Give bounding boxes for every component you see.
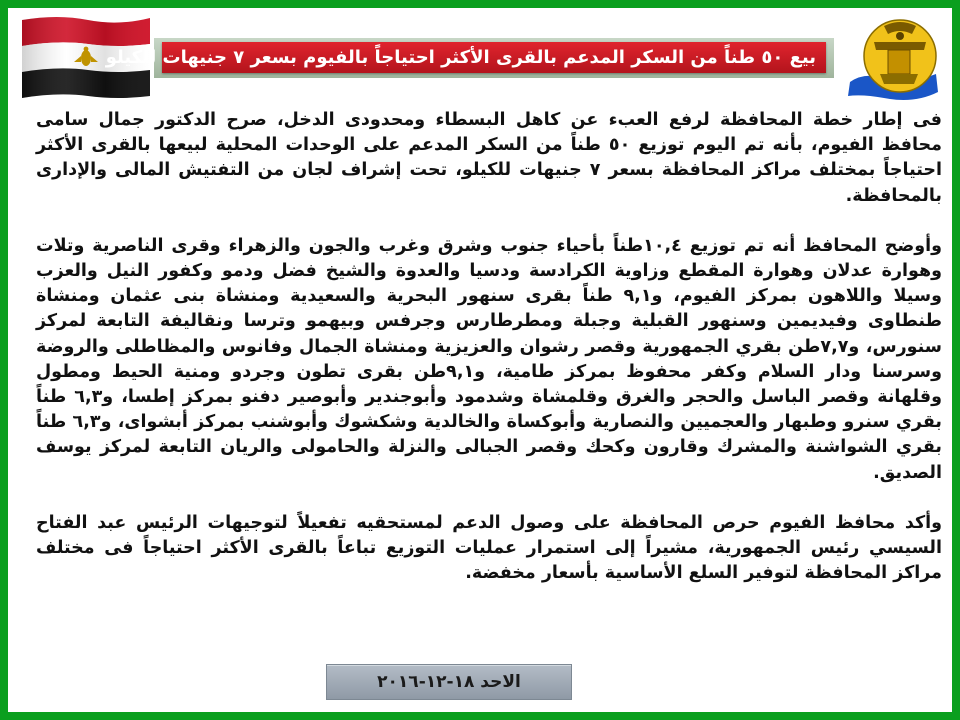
article-paragraph: وأكد محافظ الفيوم حرص المحافظة على وصول الدعم لمستحقيه تفعيلاً لتوجيهات الرئيس عبد الفتاح السيسي رئيس الجمهورية، مشيراً إلى استمرار عمليات التوزيع تباعاً بالقرى الأكثر احتياجاً فى مختلف مراكز المحافظة لتوفير السلع الأساسية بأسعار مخفضة. [36, 512, 942, 584]
date-badge: الاحد ١٨-١٢-٢٠١٦ [326, 664, 572, 700]
article-paragraph: وأوضح المحافظ أنه تم توزيع ١٠,٤طناً بأحياء جنوب وشرق وغرب والجون والزهراء وقرى الناصرية وتلات وهوارة عدلان وهوارة المقطع وزاوية الكرادسة ودسيا والعدوة والشيخ فضل ودمو وكفور النيل والعزب وسيلا واللاهون بمركز الفيوم، و٩,١ طناً بقرى سنهور البحرية والسعيدية ومنشاة بنى عثمان ومنشاة طنطاوى وفيديمين وسنهور القبلية وجبلة ومطرطارس وجرفس وبيهمو وترسا ونقاليفة التابعة لمركز سنورس، و٧,٧طن بقري الجمهورية وقصر رشوان والعزيزية ومنشاة الجمال وفانوس والمظاطلى والروضة وسرسنا ودار السلام وكفر محفوظ بمركز طامية، و٩,١طن بقرى تطون وجردو ومنية الحيط ومطول وقلهانة وقصر الباسل والحجر والغرق وقلمشاة وشدمود وأبوجندير وأبوصير دفنو بمركز إطسا، و٦,٣ طناً بقري سنرو وطبهار والعجميين والنصارية وأبوكساة والخالدية وشكشوك وأبوشنب بمركز أبشواى، و٦,٣ طناً بقري الشواشنة والمشرك وقارون وكحك وقصر الجبالى والنزلة والحامولى والريان التابعة لمركز يوسف الصديق. [36, 235, 943, 483]
fayoum-governorate-logo-icon [844, 12, 942, 110]
article-paragraph: فى إطار خطة المحافظة لرفع العبء عن كاهل البسطاء ومحدودى الدخل، صرح الدكتور جمال سامى محافظ الفيوم، بأنه تم اليوم توزيع ٥٠ طناً من السكر المدعم على الوحدات المحلية لبيعها بالقرى الأكثر احتياجاً بمختلف مراكز المحافظة بسعر ٧ جنيهات للكيلو، تحت إشراف لجان من التفتيش المالى والإدارى بالمحافظة. [36, 110, 942, 206]
page-title: بيع ٥٠ طناً من السكر المدعم بالقرى الأكثر احتياجاً بالفيوم بسعر ٧ جنيهات للكيلو [162, 42, 826, 73]
title-banner [105, 38, 834, 78]
page [8, 8, 952, 712]
article-body [36, 108, 942, 586]
